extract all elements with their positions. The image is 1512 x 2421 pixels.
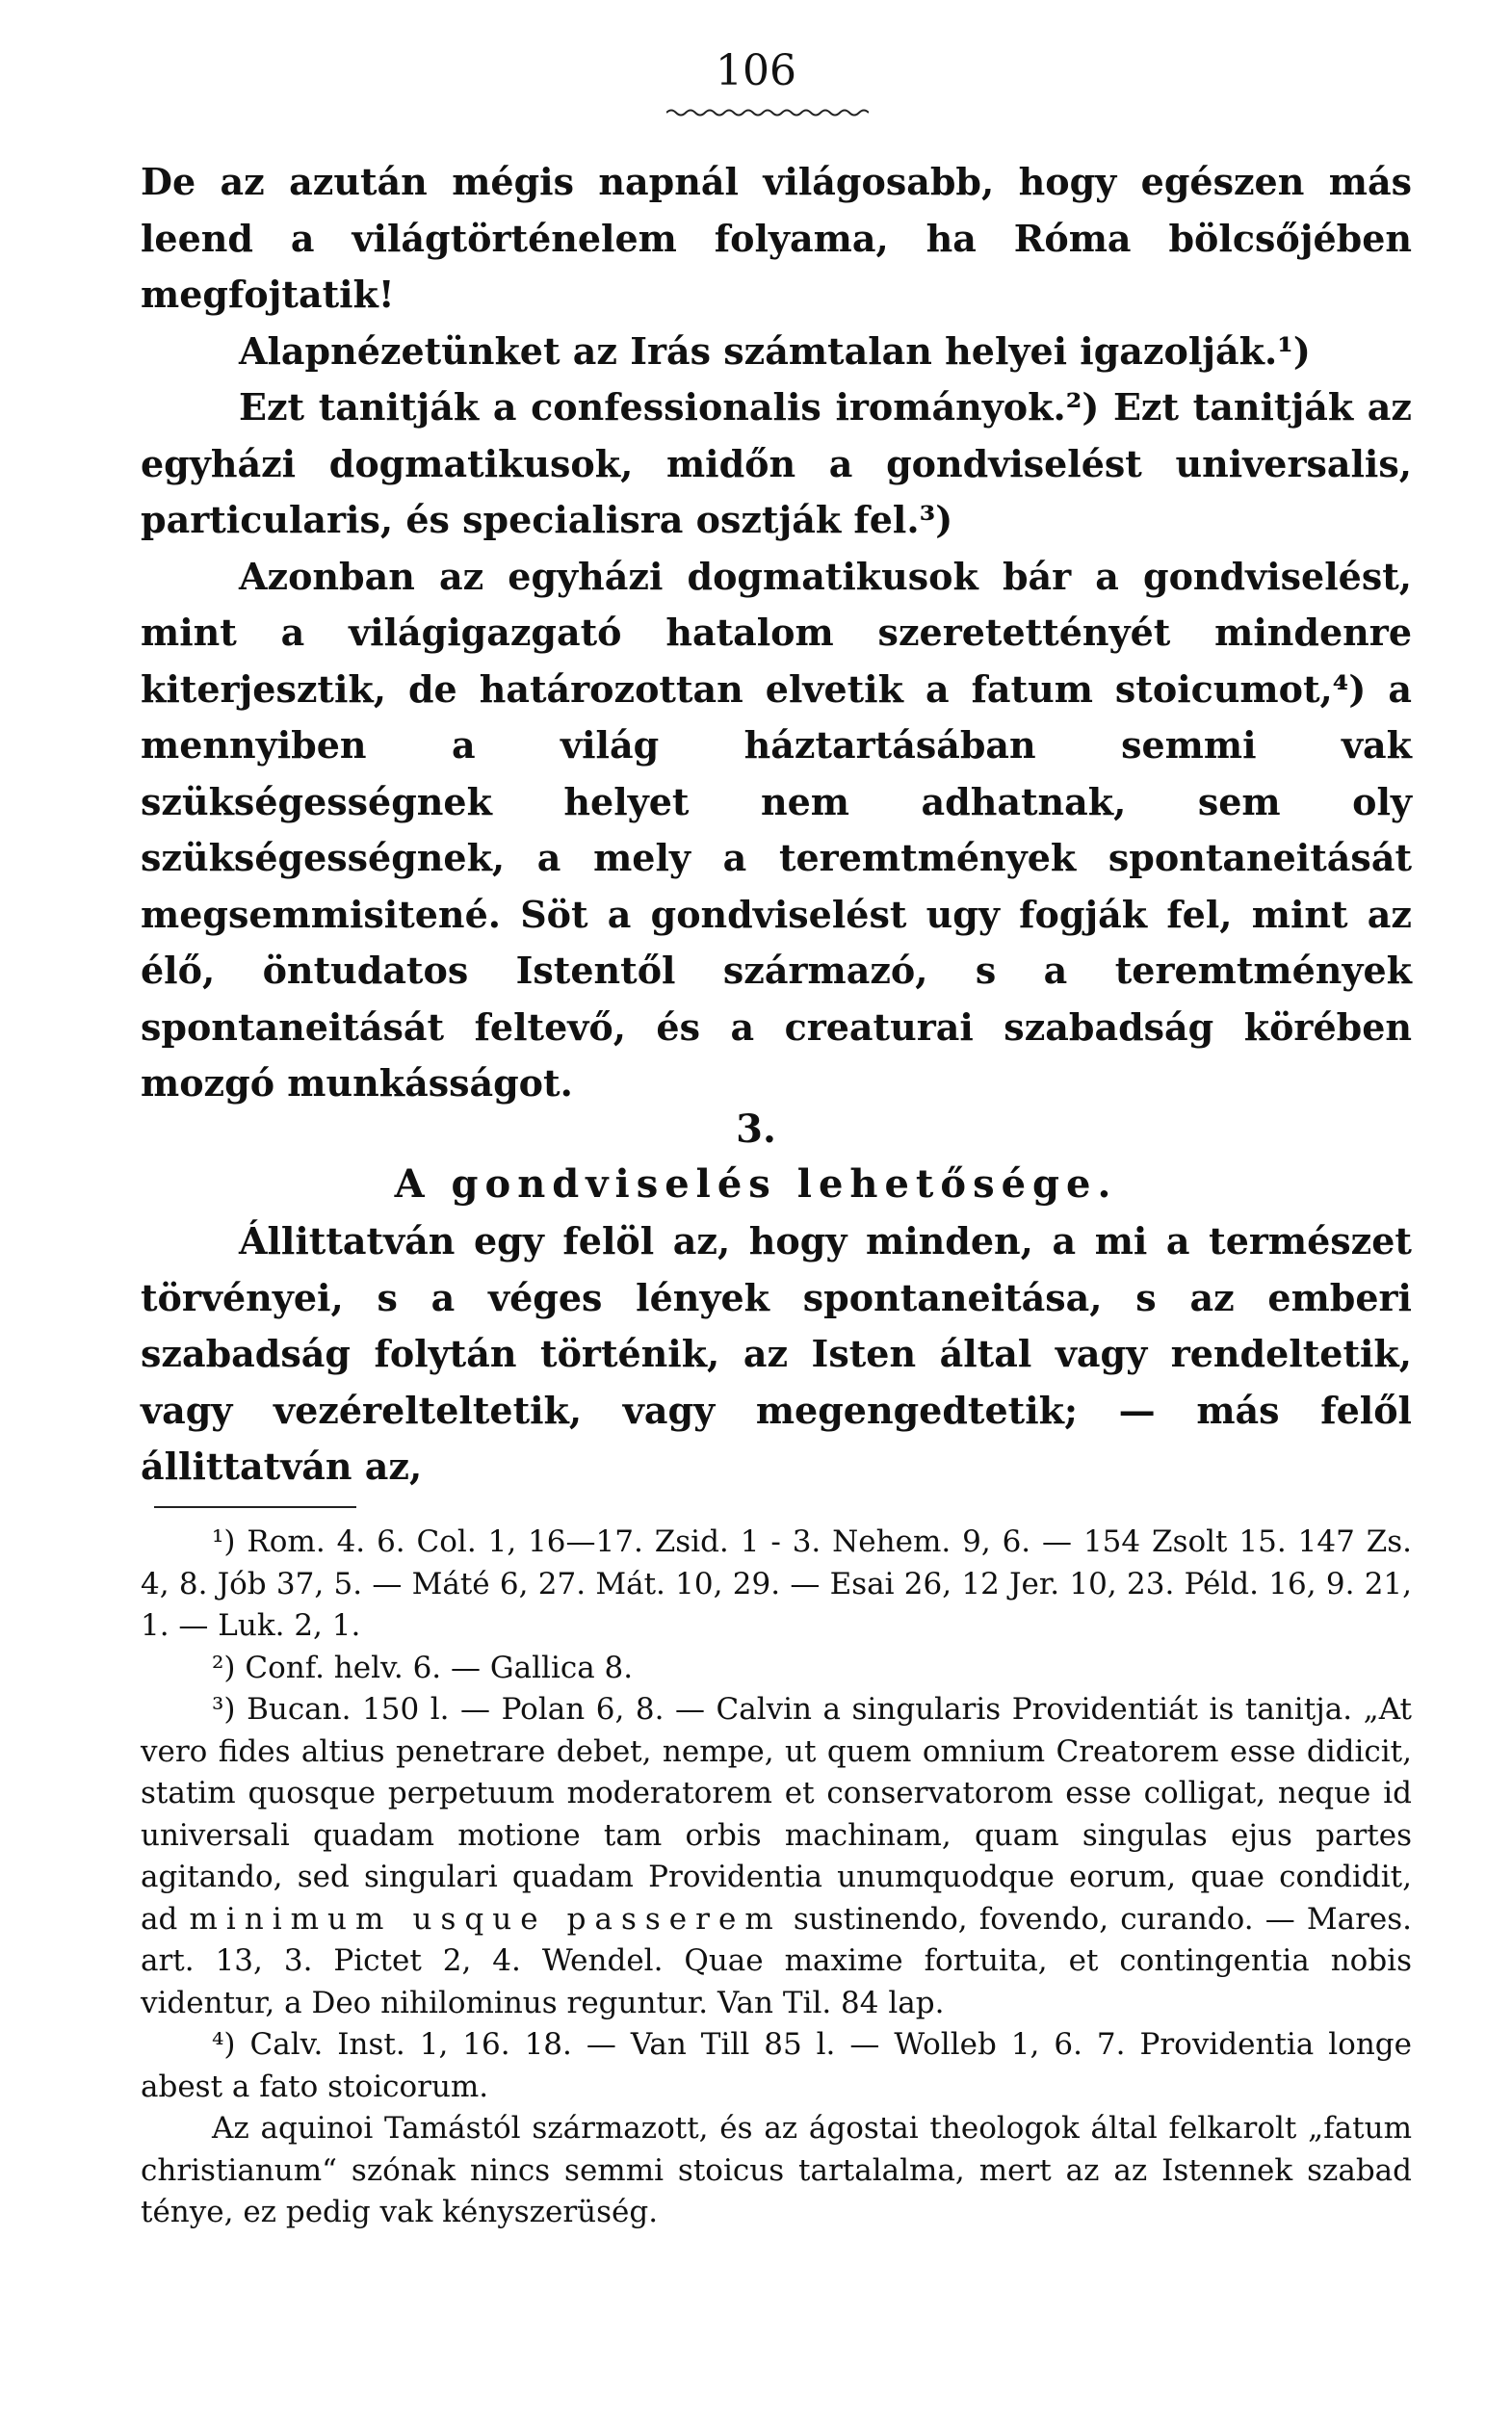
footnote-1-mark: ¹) xyxy=(212,1524,236,1559)
section-title: A gondviselés lehetősége. xyxy=(394,1161,1118,1207)
paragraph-1: De az azután mégis napnál világosabb, hogy egészen más leend a világtörténelem folyama, ha Róma bölcsőjében megfojtatik! xyxy=(141,160,1412,316)
paragraph-2-text: Alapnézetünket az Irás számtalan helyei igazolják. xyxy=(239,328,1278,373)
footnote-separator xyxy=(154,1506,356,1508)
main-text-bottom xyxy=(141,1213,1412,1496)
footnote-3 xyxy=(141,1689,1412,2024)
paragraph-3 xyxy=(141,379,1412,549)
footnote-5: Az aquinoi Tamástól származott, és az ágostai theologok által felkarolt „fatum christianum“ szónak nincs semmi stoicus tartalalma, mert az az Istennek szabad ténye, ez pedig vak kényszerüség. xyxy=(141,2111,1412,2229)
footnote-ref-3: ³) xyxy=(919,498,953,541)
footnote-1 xyxy=(141,1522,1412,1648)
footnote-ref-2: ²) xyxy=(1065,385,1100,429)
footnote-4 xyxy=(141,2024,1412,2108)
page-number: 106 xyxy=(716,46,796,95)
footnote-1-text: Rom. 4. 6. Col. 1, 16—17. Zsid. 1 - 3. Nehem. 9, 6. — 154 Zsolt 15. 147 Zs. 4, 8. Jób 37, 5. — Máté 6, 27. Mát. 10, 29. — Esai 26, 12 Jer. 10, 23. Péld. 16, 9. 21, 1. — Luk. 2, 1. xyxy=(141,1524,1412,1643)
paragraph-4-text-b: a mennyiben a világ háztartásában semmi vak szükségességnek helyet nem adhatnak, sem oly szükségességnek, a mely a teremtmények spontaneitását megsemmisitené. Söt a gondviselést ugy fogják fel, mint az élő, öntudatos Istentől származó, s a teremtmények spontaneitását feltevő, és a creaturai szabadság körében mozgó munkásságot. xyxy=(141,666,1412,1105)
footnote-2 xyxy=(141,1648,1412,1690)
footnote-ref-4: ⁴) xyxy=(1332,666,1367,711)
footnote-2-text: Conf. helv. 6. — Gallica 8. xyxy=(235,1650,634,1685)
footnotes xyxy=(141,1522,1412,2234)
footnote-ref-1: ¹) xyxy=(1277,328,1311,373)
paragraph-4-text-a: Azonban az egyházi dogmatikusok bár a gondviselést, mint a világigazgató hatalom szeretettényét mindenre kiterjesztik, de határozottan elvetik a fatum stoicumot, xyxy=(141,554,1412,711)
paragraph-3-text-a: Ezt tanitják a confessionalis irományok. xyxy=(239,385,1066,429)
paragraph-3-text-b: Ezt tanitják az egyházi dogmatikusok, midőn a gondviselést universalis, particularis, és specialisra osztják fel. xyxy=(141,385,1412,541)
paragraph-4 xyxy=(141,549,1412,1112)
footnote-3-mark: ³) xyxy=(212,1692,236,1727)
footnote-4-text: Calv. Inst. 1, 16. 18. — Van Till 85 l. — Wolleb 1, 6. 7. Providentia longe abest a fato stoicorum. xyxy=(141,2027,1412,2104)
footnote-2-mark: ²) xyxy=(212,1650,236,1685)
footnote-4-mark: ⁴) xyxy=(212,2027,236,2062)
footnote-3-text-a: Bucan. 150 l. — Polan 6, 8. — Calvin a singularis Providentiát is tanitja. „At vero fides altius penetrare debet, nempe, ut quem omnium Creatorem esse didicit, statim quosque perpetuum moderatorem et conservatorom esse colligat, neque id universali quadam motione tam orbis machinam, quam singulas ejus partes agitando, sed singulari quadam Providentia unumquodque eorum, quae condidit, ad xyxy=(141,1692,1412,1937)
paragraph-2 xyxy=(141,324,1412,380)
section-number: 3. xyxy=(736,1106,776,1152)
footnote-3-spaced: minimum usque passerem xyxy=(189,1901,782,1937)
main-text-top xyxy=(141,154,1412,1112)
paragraph-5: Állittatván egy felöl az, hogy minden, a mi a természet törvényei, s a véges lények spontaneitása, s az emberi szabadság folytán történik, az Isten által vagy rendeltetik, vagy vezérelteltetik, vagy megengedtetik; — más felől állittatván az, xyxy=(141,1219,1412,1488)
decorative-wavy-rule xyxy=(666,106,869,119)
footnote-3-text-b: sustinendo, fovendo, curando. — Mares. art. 13, 3. Pictet 2, 4. Wendel. Quae maxime fortuita, et contingentia nobis videntur, a Deo nihilominus reguntur. Van Til. 84 lap. xyxy=(141,1901,1412,2020)
